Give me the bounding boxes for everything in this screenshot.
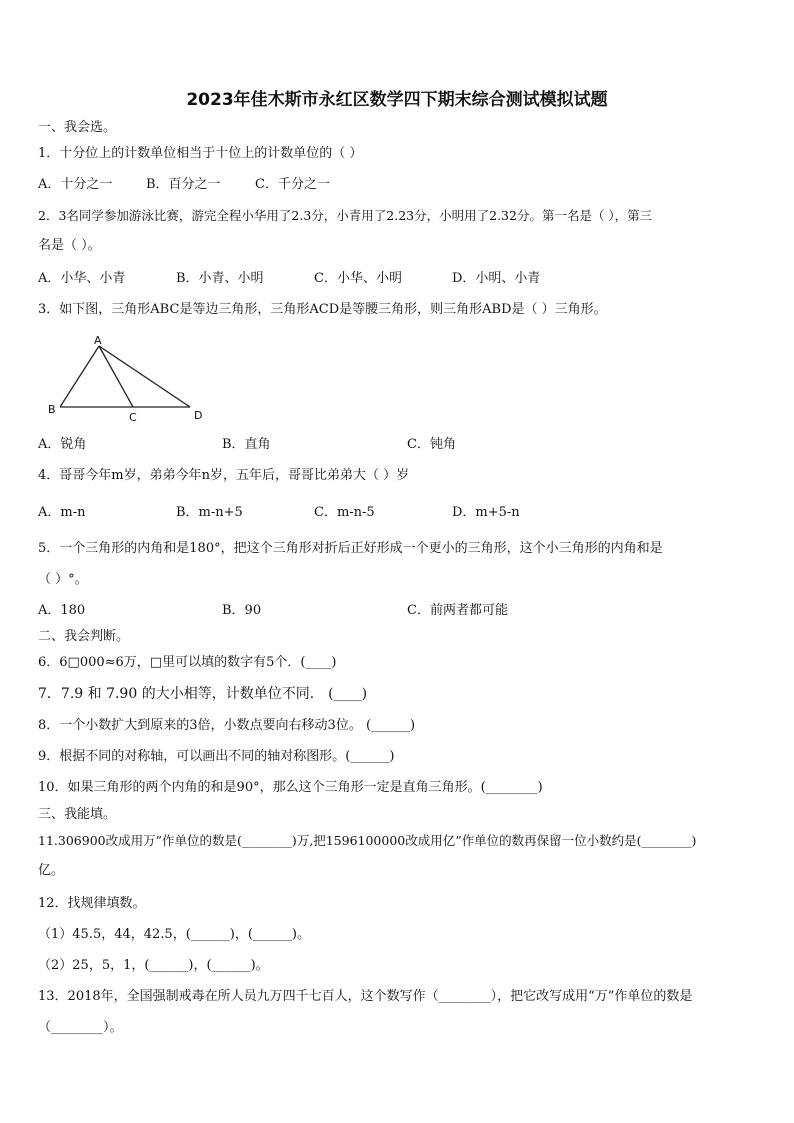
question-2-option-a: A．小华、小青 xyxy=(38,271,126,286)
question-13-line-1: 13．2018年，全国强制戒毒在所人员九万四千七百人，这个数写作（________），把它改写成用“万”作单位的数是 xyxy=(38,989,693,1004)
question-13-line-2: （________）。 xyxy=(38,1020,123,1035)
section-heading-fill: 三、我能填。 xyxy=(38,807,117,822)
question-12-part-1: （1）45.5，44，42.5，(______)，(______)。 xyxy=(38,927,310,942)
question-1-option-b: B．百分之一 xyxy=(146,177,221,192)
question-1-option-a: A．十分之一 xyxy=(38,177,113,192)
question-4-option-c: C．m-n-5 xyxy=(314,505,375,520)
question-4-option-a: A．m-n xyxy=(38,505,86,520)
vertex-label-b: B xyxy=(48,403,56,416)
question-5-option-c: C．前两者都可能 xyxy=(407,603,508,618)
page-title: 2023年佳木斯市永红区数学四下期末综合测试模拟试题 xyxy=(186,90,608,110)
question-2-option-c: C．小华、小明 xyxy=(314,271,402,286)
question-3-text: 3．如下图，三角形ABC是等边三角形，三角形ACD是等腰三角形，则三角形ABD是（ ）三角形。 xyxy=(38,302,607,317)
question-2-option-b: B．小青、小明 xyxy=(176,271,264,286)
section-heading-judge: 二、我会判断。 xyxy=(38,629,130,644)
question-3-option-b: B．直角 xyxy=(222,437,271,452)
section-heading-choice: 一、我会选。 xyxy=(38,120,117,135)
question-6-text: 6．6□000≈6万，□里可以填的数字有5个．(____) xyxy=(38,655,337,670)
question-5-option-a: A．180 xyxy=(38,603,86,618)
question-4-option-d: D．m+5-n xyxy=(452,505,520,520)
vertex-label-a: A xyxy=(94,334,102,347)
question-3-option-c: C．钝角 xyxy=(407,437,456,452)
question-8-text: 8．一个小数扩大到原来的3倍，小数点要向右移动3位。 (______) xyxy=(38,718,416,733)
vertex-label-d: D xyxy=(194,409,203,422)
question-10-text: 10．如果三角形的两个内角的和是90°，那么这个三角形一定是直角三角形。(________) xyxy=(38,780,543,795)
question-11-line-1: 11.306900改成用万”作单位的数是(________)万,把1596100000改成用亿”作单位的数再保留一位小数约是(________) xyxy=(38,833,697,848)
question-1-text: 1．十分位上的计数单位相当于十位上的计数单位的（ ） xyxy=(38,146,363,161)
question-4-text: 4．哥哥今年m岁，弟弟今年n岁，五年后，哥哥比弟弟大（ ）岁 xyxy=(38,468,410,483)
question-12-part-2: （2）25，5，1，(______)，(______)。 xyxy=(38,958,269,973)
segment-ab xyxy=(60,346,99,407)
question-3-option-a: A．锐角 xyxy=(38,437,87,452)
question-9-text: 9．根据不同的对称轴，可以画出不同的轴对称图形。(______) xyxy=(38,749,395,764)
question-7-text: 7．7.9 和 7.90 的大小相等，计数单位不同． (____) xyxy=(38,686,368,702)
question-5-line-1: 5．一个三角形的内角和是180°，把这个三角形对折后正好形成一个更小的三角形，这个小三角形的内角和是 xyxy=(38,541,663,556)
question-2-line-2: 名是（ ）。 xyxy=(38,238,101,253)
vertex-label-c: C xyxy=(129,411,137,424)
segment-ad xyxy=(99,346,190,407)
question-2-option-d: D．小明、小青 xyxy=(452,271,541,286)
question-4-option-b: B．m-n+5 xyxy=(176,505,243,520)
question-5-option-b: B．90 xyxy=(222,603,262,618)
question-1-option-c: C．千分之一 xyxy=(255,177,330,192)
question-2-line-1: 2．3名同学参加游泳比赛，游完全程小华用了2.3分，小青用了2.23分，小明用了2.32分。第一名是（ ），第三 xyxy=(38,208,653,223)
question-11-line-2: 亿。 xyxy=(38,863,65,878)
triangle-figure xyxy=(44,332,214,424)
segment-ac xyxy=(99,346,133,407)
question-12-text: 12．找规律填数。 xyxy=(38,896,146,911)
question-5-line-2: （ ）°。 xyxy=(38,572,88,587)
